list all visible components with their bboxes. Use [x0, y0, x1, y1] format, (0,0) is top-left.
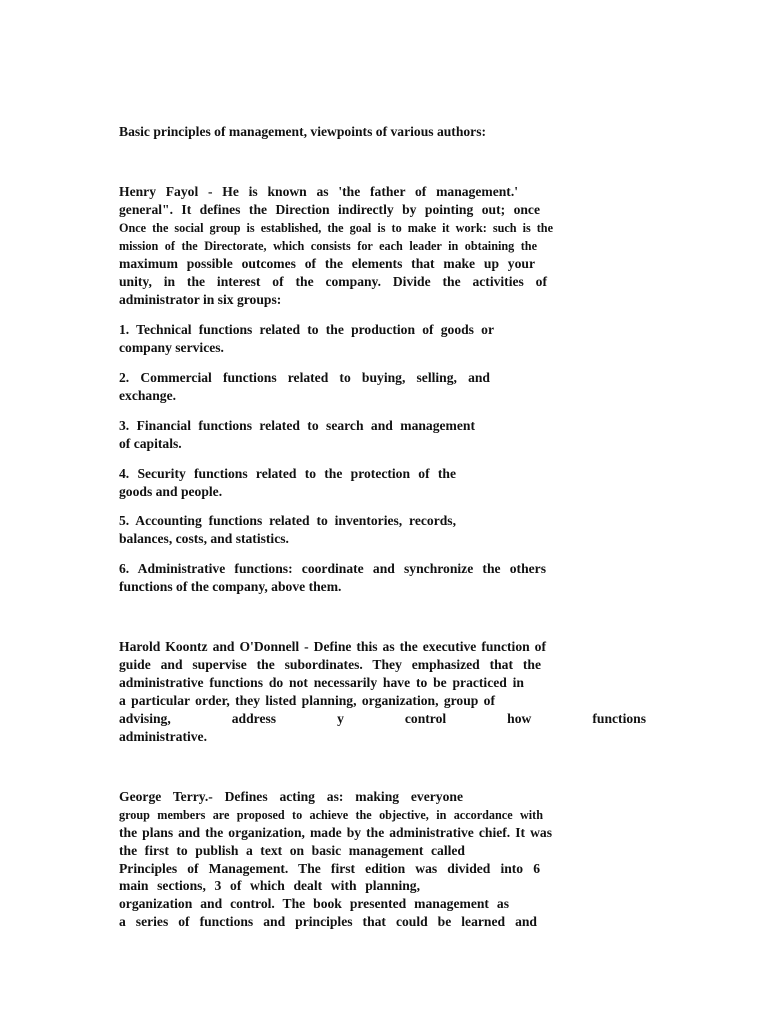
fayol-line: unity, in the interest of the company. Divide the activities of	[119, 274, 547, 289]
function-item-line: 6. Administrative functions: coordinate and synchronize the others	[119, 561, 546, 576]
koontz-line: administrative.	[119, 729, 207, 744]
terry-line: George Terry.- Defines acting as: making everyone	[119, 789, 463, 804]
function-item-line: exchange.	[119, 388, 177, 403]
terry-line: the first to publish a text on basic management called	[119, 843, 465, 858]
function-item-line: 1. Technical functions related to the production of goods or	[119, 322, 494, 337]
function-item-line: balances, costs, and statistics.	[119, 531, 289, 546]
terry-line: Principles of Management. The first edition was divided into 6	[119, 861, 540, 876]
koontz-line: administrative functions do not necessarily have to be practiced in	[119, 675, 524, 690]
function-item-line: 4. Security functions related to the protection of the	[119, 466, 456, 481]
fayol-line: Once the social group is established, the goal is to make it work: such is the	[119, 221, 553, 235]
terry-line: a series of functions and principles that could be learned and	[119, 914, 537, 929]
terry-line: the plans and the organization, made by the administrative chief. It was	[119, 825, 552, 840]
function-item-line: 2. Commercial functions related to buying, selling, and	[119, 370, 490, 385]
fayol-line: general". It defines the Direction indirectly by pointing out; once	[119, 202, 540, 217]
function-item-line: of capitals.	[119, 436, 182, 451]
document-title: Basic principles of management, viewpoints of various authors:	[119, 124, 487, 139]
function-item-line: 3. Financial functions related to search and management	[119, 418, 475, 433]
koontz-line: Harold Koontz and O'Donnell - Define this as the executive function of	[119, 639, 546, 654]
fayol-line: administrator in six groups:	[119, 292, 282, 307]
koontz-line: guide and supervise the subordinates. They emphasized that the	[119, 657, 541, 672]
fayol-line: maximum possible outcomes of the elements that make up your	[119, 256, 535, 271]
koontz-line: a particular order, they listed planning, organization, group of	[119, 693, 495, 708]
function-item-line: 5. Accounting functions related to inventories, records,	[119, 513, 456, 528]
terry-line: group members are proposed to achieve the objective, in accordance with	[119, 808, 543, 822]
fayol-line: mission of the Directorate, which consists for each leader in obtaining the	[119, 239, 537, 253]
terry-line: organization and control. The book presented management as	[119, 896, 509, 911]
function-item-line: company services.	[119, 340, 224, 355]
terry-line: main sections, 3 of which dealt with planning,	[119, 878, 420, 893]
function-item-line: functions of the company, above them.	[119, 579, 342, 594]
function-item-line: goods and people.	[119, 484, 223, 499]
koontz-line: advising, address y control how functions	[119, 711, 646, 726]
fayol-line: Henry Fayol - He is known as 'the father of management.'	[119, 184, 518, 199]
